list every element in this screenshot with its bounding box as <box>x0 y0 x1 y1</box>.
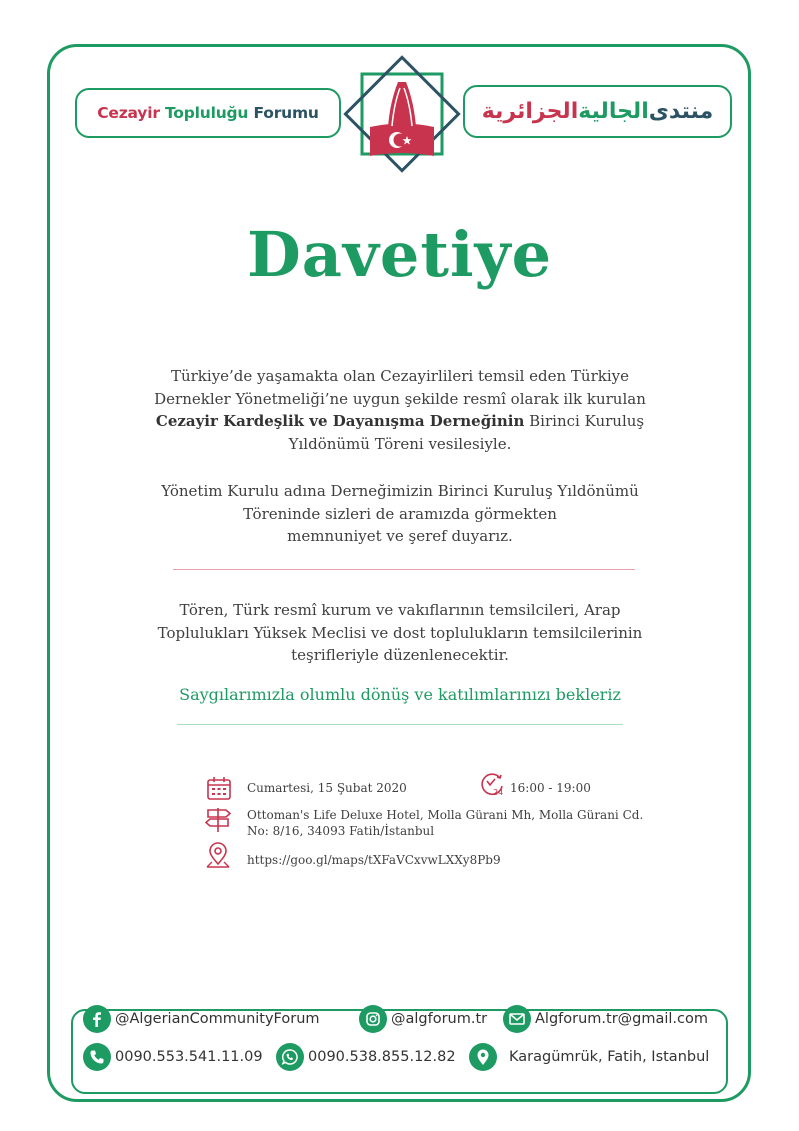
intro-line: Dernekler Yönetmeliği’ne uygun şekilde resmî olarak ilk kurulan <box>154 389 646 408</box>
divider-green <box>177 724 623 725</box>
clock-24-icon <box>478 770 506 798</box>
forum-logo <box>340 52 464 176</box>
intro-line: Türkiye’de yaşamakta olan Cezayirlileri temsil eden Türkiye <box>170 367 630 385</box>
map-pin-icon <box>204 842 232 870</box>
event-time: 16:00 - 19:00 <box>510 781 591 795</box>
email-contact[interactable]: Algforum.tr@gmail.com <box>503 1005 708 1033</box>
page-frame <box>47 44 751 1102</box>
intro-line: Cezayir Kardeşlik ve Dayanışma Derneğinin Birinci Kuruluş <box>155 412 645 430</box>
divider-red <box>173 569 635 570</box>
event-date: Cumartesi, 15 Şubat 2020 <box>247 781 407 795</box>
org-name-ar-part2: الجالية <box>578 99 649 124</box>
svg-text:24: 24 <box>493 788 504 797</box>
org-name-ar-part1: منتدى <box>648 99 714 124</box>
association-name: Cezayir Kardeşlik ve Dayanışma Derneğinin <box>155 412 525 430</box>
invitation-paragraph: Yönetim Kurulu adına Derneğimizin Birinci Kuruluş Yıldönümü Töreninde sizleri de aramızda görmekten memnuniyet ve şeref duyarız. <box>161 482 639 545</box>
intro-line: Yıldönümü Töreni vesilesiyle. <box>288 434 512 453</box>
contact-footer <box>71 1009 728 1094</box>
location-contact[interactable]: Karagümrük, Fatih, Istanbul <box>469 1043 709 1071</box>
instagram-icon <box>359 1005 387 1033</box>
org-name-ar-part3: الجزائرية <box>481 99 579 124</box>
whatsapp-icon <box>276 1043 304 1071</box>
phone-icon <box>83 1043 111 1071</box>
signpost-icon <box>204 805 232 833</box>
closing-line: Saygılarımızla olumlu dönüş ve katılımlarınızı bekleriz <box>179 685 621 704</box>
facebook-contact[interactable]: @AlgerianCommunityForum <box>83 1005 320 1033</box>
facebook-icon <box>83 1005 111 1033</box>
ceremony-paragraph: Tören, Türk resmî kurum ve vakıflarının temsilcileri, Arap Toplulukları Yüksek Meclisi ve dost toplulukların temsilcilerinin teşrifleriyle düzenlenecektir. <box>157 601 643 664</box>
event-address: Ottoman's Life Deluxe Hotel, Molla Gürani Mh, Molla Gürani Cd. No: 8/16, 34093 Fatih/İstanbul <box>247 808 644 838</box>
calendar-icon <box>206 775 232 801</box>
page-title: Davetiye <box>246 218 553 291</box>
whatsapp-contact[interactable]: 0090.538.855.12.82 <box>276 1043 456 1071</box>
org-name-turkish <box>75 88 341 138</box>
map-link[interactable]: https://goo.gl/maps/tXFaVCxvwLXXy8Pb9 <box>247 853 501 867</box>
phone-contact[interactable]: 0090.553.541.11.09 <box>83 1043 263 1071</box>
org-name-part3: Forumu <box>253 104 319 122</box>
org-name-part1: Cezayir <box>97 104 160 122</box>
instagram-contact[interactable]: @algforum.tr <box>359 1005 487 1033</box>
email-icon <box>503 1005 531 1033</box>
org-name-arabic <box>463 85 732 138</box>
location-pin-icon <box>469 1043 497 1071</box>
intro-paragraph <box>100 365 700 455</box>
org-name-part2: Topluluğu <box>164 104 249 122</box>
